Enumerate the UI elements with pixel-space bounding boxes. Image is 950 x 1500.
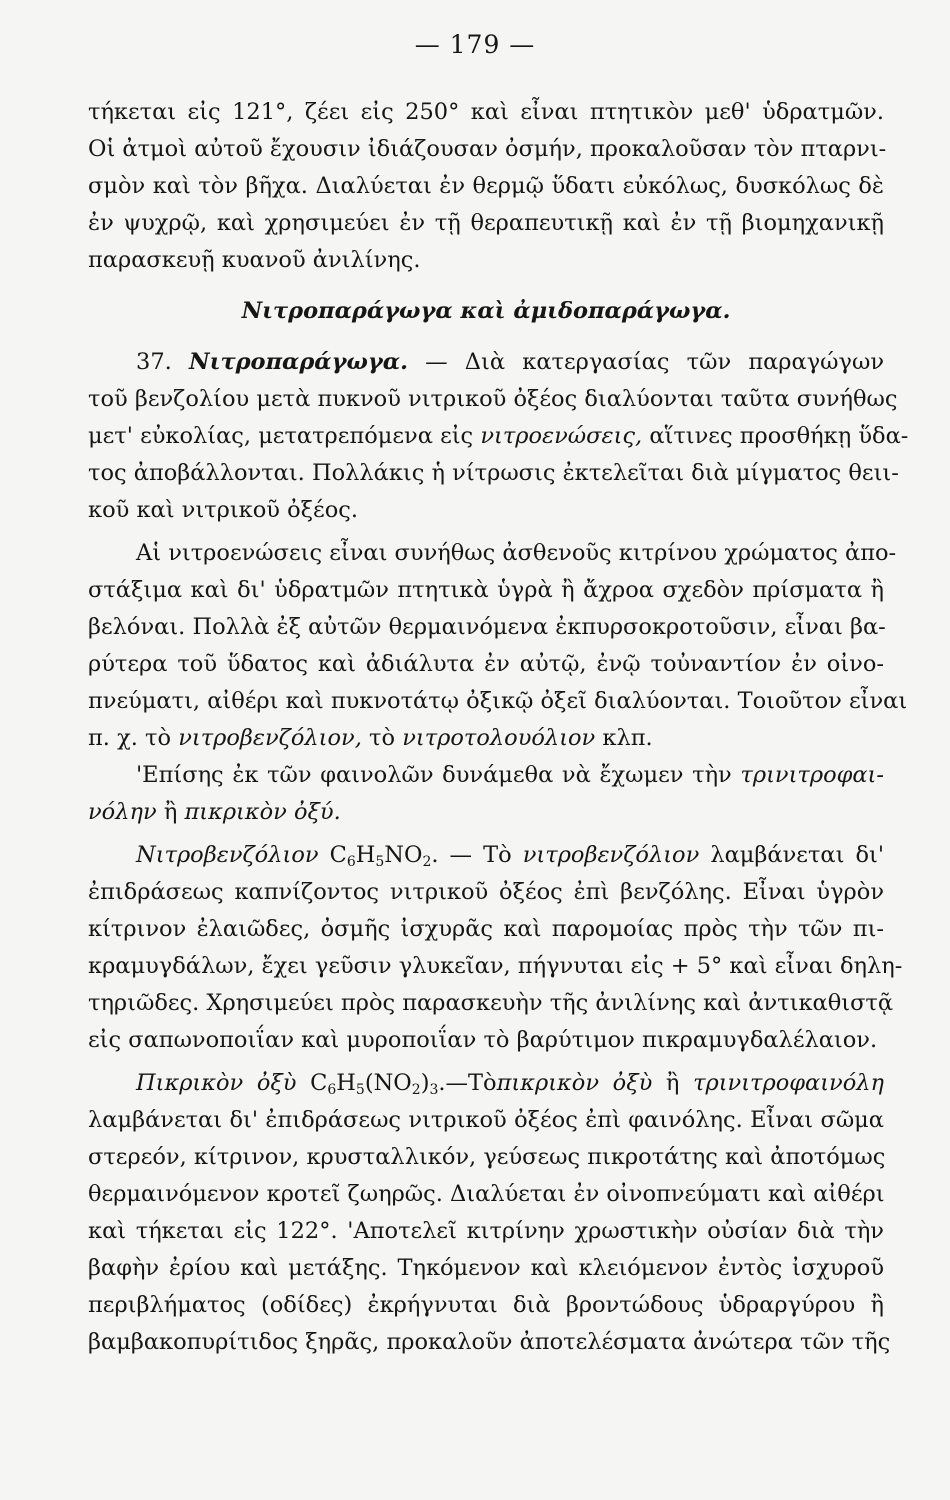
text-line: τος ἀποβάλλονται. Πολλάκις ἡ νίτρωσις ἐκτελεῖται διὰ μίγματος θειι- bbox=[88, 460, 899, 486]
italic-term: νιτροβενζόλιον, bbox=[178, 725, 362, 751]
text-span: π. χ. τὸ bbox=[88, 725, 172, 751]
text-line: Αἱ νιτροενώσεις εἶναι συνήθως ἀσθενοῦς κιτρίνου χρώματος ἀπο- bbox=[136, 540, 897, 566]
formula-part: H bbox=[355, 842, 376, 868]
formula-subscript: 5 bbox=[375, 854, 385, 870]
text-span: — Διὰ κατεργασίας τῶν παραγώγων bbox=[425, 349, 884, 375]
paragraph-phenols bbox=[88, 757, 884, 831]
text-line bbox=[88, 418, 909, 455]
formula-subscript: 3 bbox=[429, 1082, 439, 1098]
formula-part: C bbox=[329, 842, 347, 868]
page-number: — 179 — bbox=[414, 30, 536, 59]
paragraph-nitro-compounds bbox=[88, 535, 908, 757]
formula-subscript: 2 bbox=[411, 1082, 421, 1098]
formula-part: H bbox=[336, 1070, 356, 1096]
text-line: εἰς σαπωνοποιΐαν καὶ μυροποιΐαν τὸ βαρύτιμον πικραμυγδαλέλαιον. bbox=[88, 1027, 878, 1053]
compound-name: Νιτροβενζόλιον bbox=[136, 842, 319, 868]
text-line: κίτρινον ἐλαιῶδες, ὀσμῆς ἰσχυρᾶς καὶ παρομοίας πρὸς τὴν τῶν πι- bbox=[88, 916, 884, 942]
text-line bbox=[88, 720, 884, 757]
text-line: Οἱ ἀτμοὶ αὐτοῦ ἔχουσιν ἰδιάζουσαν ὀσμήν, προκαλοῦσαν τὸν πταρνι- bbox=[88, 136, 887, 162]
text-line: ρύτερα τοῦ ὕδατος καὶ ἀδιάλυτα ἐν αὐτῷ, ἐνῷ τοὐναντίον ἐν οἰνο- bbox=[88, 651, 884, 677]
text-line: περιβλήματος (οδίδες) ἐκρήγνυται διὰ βροντώδους ὑδραργύρου ἢ bbox=[88, 1292, 884, 1318]
text-line: σμὸν καὶ τὸν βῆχα. Διαλύεται ἐν θερμῷ ὕδατι εὐκόλως, δυσκόλως δὲ bbox=[88, 173, 884, 199]
text-line bbox=[88, 344, 884, 381]
text-span: 'Επίσης ἐκ τῶν φαινολῶν δυνάμεθα νὰ ἔχωμεν τὴν bbox=[136, 762, 732, 788]
page-text bbox=[88, 94, 909, 1361]
text-line bbox=[88, 757, 884, 794]
formula-subscript: 6 bbox=[346, 854, 356, 870]
text-span: ἢ bbox=[665, 1070, 680, 1096]
text-line: ἐν ψυχρῷ, καὶ χρησιμεύει ἐν τῇ θεραπευτικῇ καὶ ἐν τῇ βιομηχανικῇ bbox=[88, 210, 884, 236]
text-span: λαμβάνεται δι' bbox=[710, 842, 885, 868]
italic-term: νιτροενώσεις, bbox=[480, 423, 643, 449]
text-line bbox=[88, 1065, 884, 1102]
formula-subscript: 2 bbox=[422, 854, 432, 870]
italic-term: νιτροβενζόλιον bbox=[522, 842, 700, 868]
text-line: βαφὴν ἐρίου καὶ μετάξης. Τηκόμενον καὶ κλειόμενον ἐντὸς ἰσχυροῦ bbox=[88, 1255, 884, 1281]
formula-subscript: 6 bbox=[327, 1082, 337, 1098]
text-span: κλπ. bbox=[602, 725, 653, 751]
text-line: τοῦ βενζολίου μετὰ πυκνοῦ νιτρικοῦ ὀξέος διαλύονται ταῦτα συνήθως bbox=[88, 386, 898, 412]
text-span: τὸ bbox=[369, 725, 396, 751]
text-line: κραμυγδάλων, ἔχει γεῦσιν γλυκεῖαν, πήγνυται εἰς + 5° καὶ εἶναι δηλη- bbox=[88, 953, 903, 979]
text-line: τηριῶδες. Χρησιμεύει πρὸς παρασκευὴν τῆς ἀνιλίνης καὶ ἀντικαθιστᾷ bbox=[88, 990, 894, 1016]
text-line: βελόναι. Πολλὰ ἐξ αὐτῶν θερμαινόμενα ἐκπυρσοκροτοῦσιν, εἶναι βα- bbox=[88, 614, 886, 640]
text-line: στερεόν, κίτρινον, κρυσταλλικόν, γεύσεως πικροτάτης καὶ ἀποτόμως bbox=[88, 1144, 886, 1170]
italic-term: τρινιτροφαινόλη bbox=[693, 1070, 885, 1096]
section-heading: Νιτροπαράγωγα καὶ ἀμιδοπαράγωγα. bbox=[241, 298, 731, 324]
text-line: κοῦ καὶ νιτρικοῦ ὀξέος. bbox=[88, 497, 358, 523]
text-line: τήκεται εἰς 121°, ζέει εἰς 250° καὶ εἶναι πτητικὸν μεθ' ὑδρατμῶν. bbox=[88, 99, 884, 125]
text-line: πνεύματι, αἰθέρι καὶ πυκνοτάτῳ ὀξικῷ ὀξεῖ διαλύονται. Τοιοῦτον εἶναι bbox=[88, 688, 908, 714]
paragraph-nitrobenzene bbox=[88, 837, 903, 1059]
text-span: αἵτινες προσθήκῃ ὕδα- bbox=[649, 423, 909, 449]
text-line bbox=[88, 794, 884, 831]
formula-part: C bbox=[310, 1070, 328, 1096]
chemical-formula bbox=[310, 1070, 496, 1096]
formula-part: . — bbox=[431, 842, 473, 868]
text-line: λαμβάνεται δι' ἐπιδράσεως νιτρικοῦ ὀξέος ἐπὶ φαινόλης. Εἶναι σῶμα bbox=[88, 1107, 884, 1133]
text-span: μετ' εὐκολίας, μετατρεπόμενα εἰς bbox=[88, 423, 474, 449]
text-line: καὶ τήκεται εἰς 122°. 'Αποτελεῖ κιτρίνην χρωστικὴν οὐσίαν διὰ τὴν bbox=[88, 1218, 884, 1244]
formula-subscript: 5 bbox=[355, 1082, 365, 1098]
text-line: βαμβακοπυρίτιδος ξηρᾶς, προκαλοῦν ἀποτελέσματα ἀνώτερα τῶν τῆς bbox=[88, 1329, 891, 1355]
formula-part: (NO bbox=[364, 1070, 412, 1096]
formula-part: ) bbox=[420, 1070, 430, 1096]
text-line: στάξιμα καὶ δι' ὑδρατμῶν πτητικὰ ὑγρὰ ἢ ἄχροα σχεδὸν πρίσματα ἢ bbox=[88, 577, 884, 603]
italic-term: νιτροτολουόλιον bbox=[402, 725, 596, 751]
paragraph-picric-acid bbox=[88, 1065, 891, 1361]
section-title: Νιτροπαράγωγα. bbox=[189, 349, 408, 375]
paragraph-intro bbox=[88, 94, 887, 279]
formula-part: .—Τὸ bbox=[438, 1070, 497, 1096]
text-span: ἢ bbox=[163, 799, 178, 825]
formula-part: NO bbox=[384, 842, 423, 868]
text-line: παρασκευῇ κυανοῦ ἀνιλίνης. bbox=[88, 247, 421, 273]
paragraph-37 bbox=[88, 344, 909, 529]
chemical-formula bbox=[330, 842, 472, 868]
text-line: ἐπιδράσεως καπνίζοντος νιτρικοῦ ὀξέος ἐπὶ βενζόλης. Εἶναι ὑγρὸν bbox=[88, 879, 884, 905]
text-line bbox=[88, 837, 884, 874]
compound-name: Πικρικὸν ὀξὺ bbox=[136, 1070, 297, 1096]
italic-term: τρινιτροφαι- bbox=[740, 762, 884, 788]
section-number: 37. bbox=[136, 349, 172, 375]
italic-term: πικρικὸν ὀξύ. bbox=[184, 799, 341, 825]
text-line: θερμαινόμενον κροτεῖ ζωηρῶς. Διαλύεται ἐν οἰνοπνεύματι καὶ αἰθέρι bbox=[88, 1181, 885, 1207]
italic-term: νόλην bbox=[88, 799, 157, 825]
italic-term: πικρικὸν ὀξὺ bbox=[496, 1070, 653, 1096]
text-span: Τὸ bbox=[483, 842, 512, 868]
